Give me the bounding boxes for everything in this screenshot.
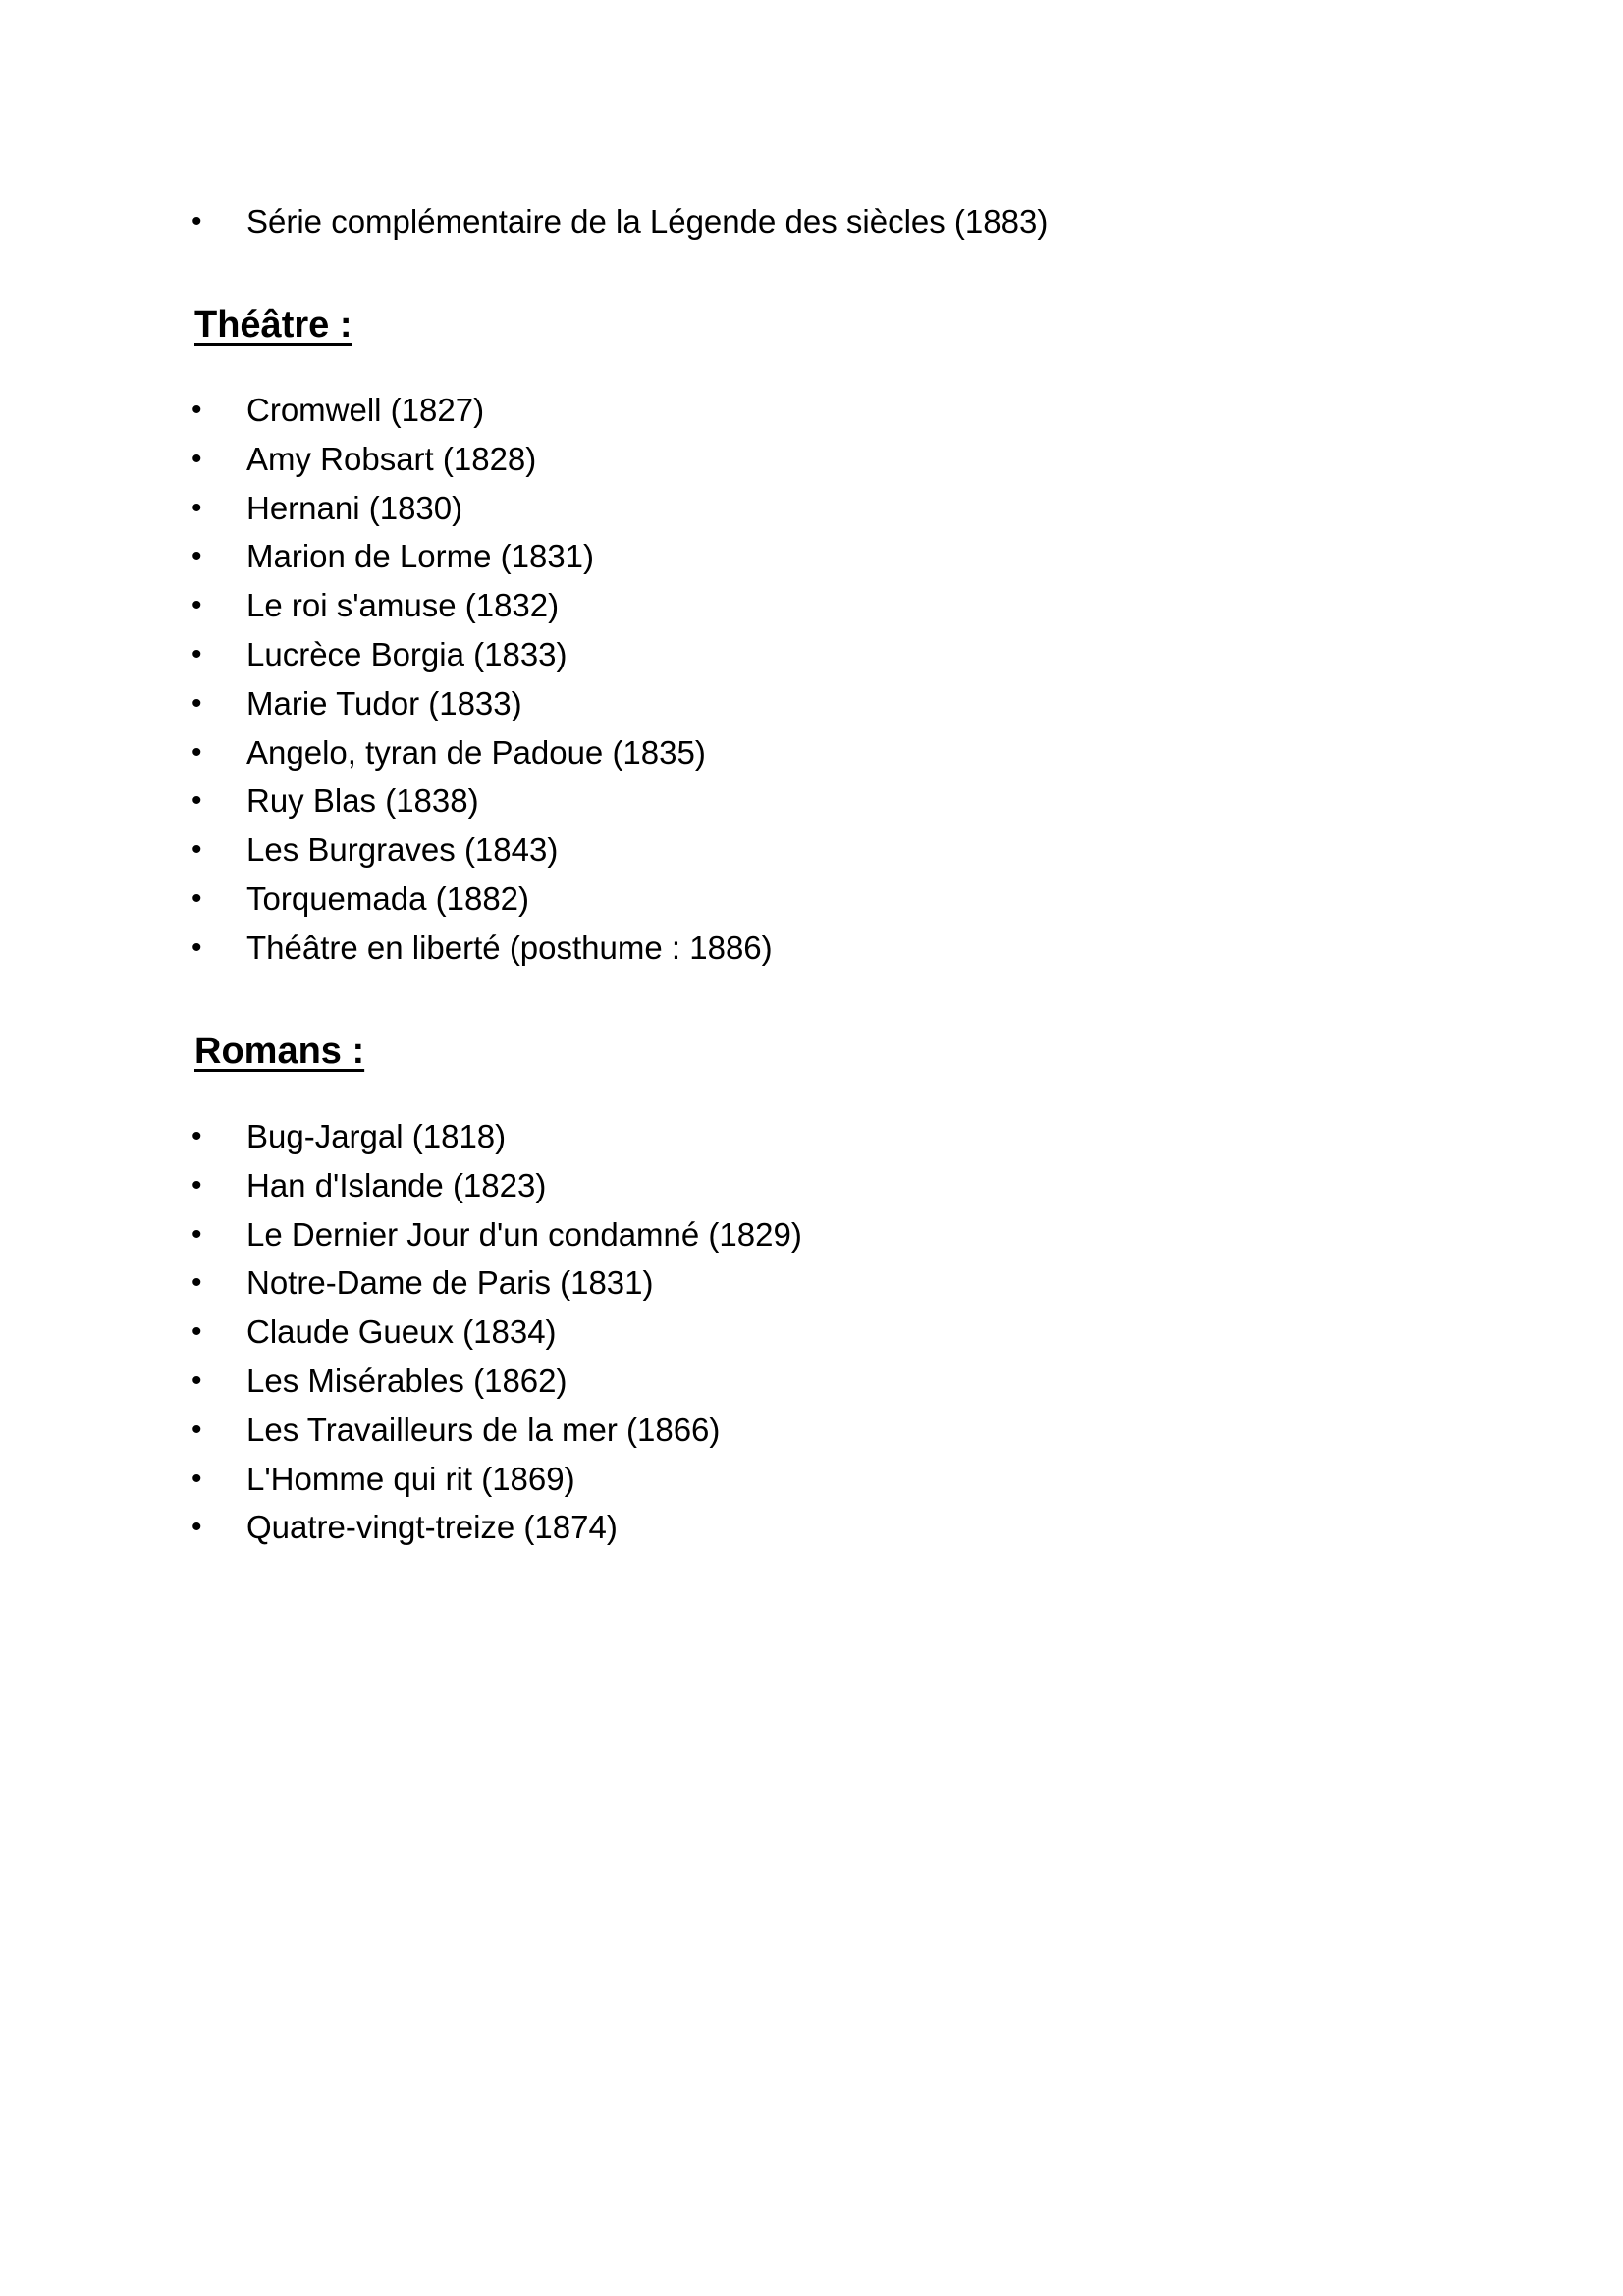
list-item <box>0 1161 1623 1210</box>
list-item <box>0 1112 1623 1161</box>
list-item <box>0 875 1623 924</box>
bullet: • <box>191 1120 202 1152</box>
list-item <box>0 1258 1623 1308</box>
list-item-text: L'Homme qui rit (1869) <box>246 1460 575 1497</box>
list-item-text: Notre-Dame de Paris (1831) <box>246 1264 654 1302</box>
bullet: • <box>191 1315 202 1349</box>
list-item <box>0 197 1623 246</box>
list-item-text: Le Dernier Jour d'un condamné (1829) <box>246 1215 802 1253</box>
bullet: • <box>191 735 202 769</box>
intro-list <box>0 197 1623 246</box>
bullet: • <box>191 1462 202 1495</box>
list-item <box>0 679 1623 728</box>
list-item-text: Quatre-vingt-treize (1874) <box>246 1509 618 1546</box>
section-heading-romans: Romans : <box>194 1031 365 1072</box>
bullet: • <box>191 442 202 475</box>
list-item <box>0 386 1623 435</box>
list-item-text: Marion de Lorme (1831) <box>246 538 595 575</box>
bullet: • <box>191 1168 202 1201</box>
theatre-list <box>0 386 1623 973</box>
list-item-text: Série complémentaire de la Légende des siècles (1883) <box>246 203 1049 240</box>
list-item <box>0 532 1623 581</box>
bullet: • <box>191 784 202 818</box>
list-item-text: Ruy Blas (1838) <box>246 782 479 820</box>
list-item <box>0 1357 1623 1406</box>
bullet: • <box>191 394 202 426</box>
list-item-text: Claude Gueux (1834) <box>246 1313 557 1351</box>
bullet: • <box>191 1413 202 1446</box>
bullet: • <box>191 686 202 720</box>
list-item-text: Han d'Islande (1823) <box>246 1166 547 1203</box>
section-heading-theatre: Théâtre : <box>194 304 352 346</box>
bullet: • <box>191 540 202 573</box>
list-item <box>0 1503 1623 1552</box>
bullet: • <box>191 833 202 867</box>
bullet: • <box>191 1266 202 1300</box>
list-item <box>0 484 1623 533</box>
list-item-text: Lucrèce Borgia (1833) <box>246 635 568 672</box>
list-item-text: Marie Tudor (1833) <box>246 684 522 721</box>
list-item-text: Le roi s'amuse (1832) <box>246 587 560 624</box>
list-item <box>0 826 1623 875</box>
list-item-text: Les Burgraves (1843) <box>246 831 559 869</box>
list-item-text: Les Travailleurs de la mer (1866) <box>246 1411 721 1448</box>
bullet: • <box>191 637 202 670</box>
list-item-text: Les Misérables (1862) <box>246 1362 568 1399</box>
list-item <box>0 728 1623 777</box>
list-item <box>0 1210 1623 1259</box>
bullet: • <box>191 881 202 915</box>
list-item <box>0 1455 1623 1504</box>
list-item-text: Torquemada (1882) <box>246 880 530 917</box>
list-item-text: Angelo, tyran de Padoue (1835) <box>246 733 706 771</box>
bullet: • <box>191 1363 202 1397</box>
list-item <box>0 924 1623 973</box>
list-item-text: Bug-Jargal (1818) <box>246 1118 507 1154</box>
list-item <box>0 1406 1623 1455</box>
list-item <box>0 581 1623 630</box>
romans-list <box>0 1112 1623 1552</box>
bullet: • <box>191 491 202 524</box>
bullet: • <box>191 931 202 964</box>
list-item <box>0 630 1623 679</box>
list-item <box>0 776 1623 826</box>
list-item-text: Amy Robsart (1828) <box>246 440 537 477</box>
bullet: • <box>191 205 202 238</box>
list-item-text: Théâtre en liberté (posthume : 1886) <box>246 929 773 966</box>
list-item-text: Cromwell (1827) <box>246 392 485 428</box>
bullet: • <box>191 1511 202 1544</box>
bullet: • <box>191 589 202 622</box>
list-item <box>0 435 1623 484</box>
bullet: • <box>191 1217 202 1251</box>
list-item <box>0 1308 1623 1357</box>
list-item-text: Hernani (1830) <box>246 489 463 526</box>
